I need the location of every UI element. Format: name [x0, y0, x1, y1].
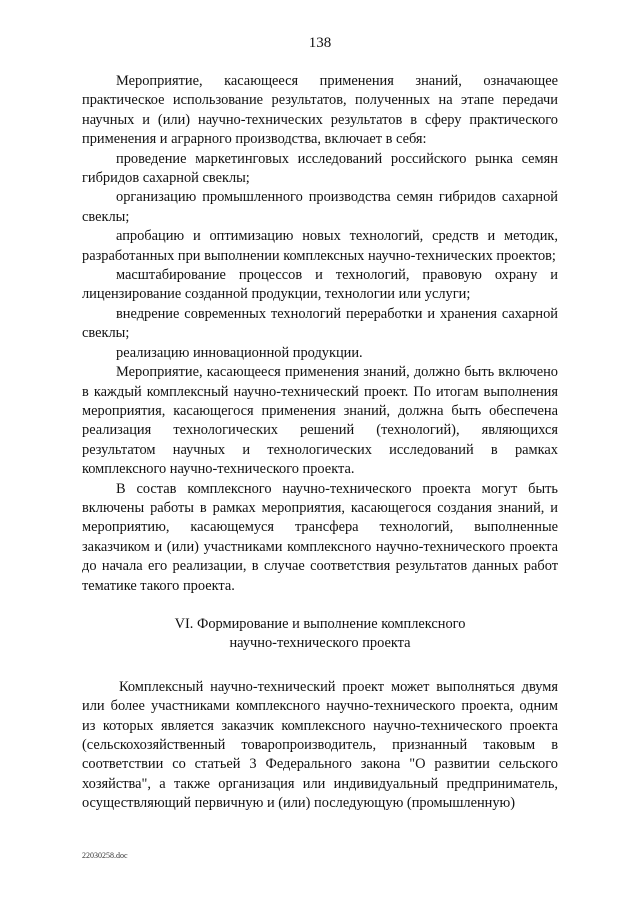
list-item: организацию промышленного производства семян гибридов сахарной свеклы;	[82, 189, 558, 225]
paragraph: Мероприятие, касающееся применения знаний, должно быть включено в каждый комплексный научно-технический проект. По итогам выполнения мероприятия, касающегося применения знаний, должна быть обеспечена реализация технологических решений (технологий), являющихся результатом научных и технологических исследований в рамках комплексного научно-технического проекта.	[82, 364, 558, 478]
document-body	[82, 72, 558, 814]
list-item: реализацию инновационной продукции.	[116, 344, 363, 361]
list-item: апробацию и оптимизацию новых технологий, средств и методик, разработанных при выполнении комплексных научно-технических проектов;	[82, 228, 558, 264]
list-item: внедрение современных технологий переработки и хранения сахарной свеклы;	[82, 305, 558, 342]
paragraph: В состав комплексного научно-технического проекта могут быть включены работы в рамках мероприятия, касающегося создания знаний, и мероприятию, касающемуся трансфера технологий, выполненные заказчиком и (или) участниками комплексного научно-технического проекта до начала его реализации, в случае соответствия результатов данных работ тематике такого проекта.	[82, 480, 558, 594]
paragraph: Комплексный научно-технический проект может выполняться двумя или более участниками комплексного научно-технического проекта, одним из которых является заказчик комплексного научно-технического проекта (сельскохозяйственный товаропроизводитель, признанный таковым в соответствии со статьей 3 Федерального закона "О развитии сельского хозяйства", а также организация или индивидуальный предприниматель, осуществляющий первичную и (или) последующую (промышленную)	[82, 678, 558, 812]
page-number: 138	[308, 35, 332, 51]
footer-file-code: 22030258.doc	[82, 851, 128, 860]
section-heading-line-2: научно-технического проекта	[229, 635, 411, 652]
list-item: проведение маркетинговых исследований российского рынка семян гибридов сахарной свеклы;	[82, 150, 558, 187]
paragraph: Мероприятие, касающееся применения знаний, означающее практическое использование результатов, полученных на этапе передачи научных и (или) научно-технических результатов в сферу практического применения и аграрного производства, включает в себя:	[82, 73, 558, 148]
section-heading	[82, 615, 558, 654]
list-item: масштабирование процессов и технологий, правовую охрану и лицензирование созданной продукции, технологии или услуги;	[82, 267, 558, 303]
section-heading-line-1: VI. Формирование и выполнение комплексного	[174, 615, 466, 632]
